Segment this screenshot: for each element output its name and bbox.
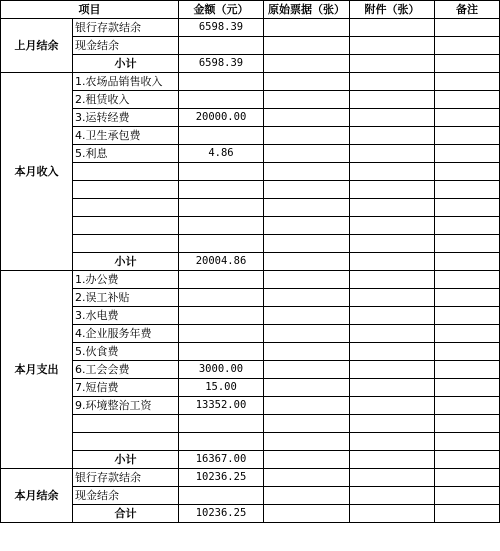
table-row <box>1 397 500 415</box>
item-cell: 9.环境整治工资 <box>73 397 179 415</box>
table-row <box>1 19 500 37</box>
attachments-cell <box>350 361 435 379</box>
subtotal-amount: 20004.86 <box>179 253 264 271</box>
header-remarks: 备注 <box>435 1 500 19</box>
attachments-cell <box>350 91 435 109</box>
item-cell <box>73 199 179 217</box>
receipts-cell <box>264 271 350 289</box>
table-row <box>1 91 500 109</box>
amount-cell <box>179 37 264 55</box>
attachments-cell <box>350 73 435 91</box>
receipts-cell <box>264 55 350 73</box>
receipts-cell <box>264 505 350 523</box>
attachments-cell <box>350 199 435 217</box>
table-row <box>1 199 500 217</box>
attachments-cell <box>350 505 435 523</box>
remarks-cell <box>435 37 500 55</box>
table-row <box>1 415 500 433</box>
amount-cell: 20000.00 <box>179 109 264 127</box>
table-row <box>1 487 500 505</box>
table-row <box>1 181 500 199</box>
attachments-cell <box>350 343 435 361</box>
table-row <box>1 235 500 253</box>
table-row <box>1 325 500 343</box>
header-attachments: 附件（张） <box>350 1 435 19</box>
remarks-cell <box>435 433 500 451</box>
receipts-cell <box>264 73 350 91</box>
header-original-receipts: 原始票据（张） <box>264 1 350 19</box>
table-row <box>1 163 500 181</box>
table-row <box>1 109 500 127</box>
item-cell: 1.农场品销售收入 <box>73 73 179 91</box>
attachments-cell <box>350 37 435 55</box>
subtotal-label: 小计 <box>73 451 179 469</box>
remarks-cell <box>435 55 500 73</box>
ledger-body <box>1 19 500 523</box>
attachments-cell <box>350 181 435 199</box>
item-cell <box>73 181 179 199</box>
amount-cell <box>179 343 264 361</box>
amount-cell: 6598.39 <box>179 19 264 37</box>
attachments-cell <box>350 469 435 487</box>
receipts-cell <box>264 343 350 361</box>
attachments-cell <box>350 397 435 415</box>
amount-cell <box>179 289 264 307</box>
receipts-cell <box>264 91 350 109</box>
attachments-cell <box>350 415 435 433</box>
remarks-cell <box>435 145 500 163</box>
subtotal-row <box>1 55 500 73</box>
attachments-cell <box>350 55 435 73</box>
remarks-cell <box>435 253 500 271</box>
remarks-cell <box>435 109 500 127</box>
section-label: 本月结余 <box>1 469 73 523</box>
receipts-cell <box>264 181 350 199</box>
receipts-cell <box>264 109 350 127</box>
item-cell: 3.运转经费 <box>73 109 179 127</box>
remarks-cell <box>435 289 500 307</box>
attachments-cell <box>350 325 435 343</box>
remarks-cell <box>435 91 500 109</box>
item-cell: 5.伙食费 <box>73 343 179 361</box>
remarks-cell <box>435 451 500 469</box>
receipts-cell <box>264 289 350 307</box>
attachments-cell <box>350 127 435 145</box>
amount-cell <box>179 181 264 199</box>
receipts-cell <box>264 163 350 181</box>
remarks-cell <box>435 127 500 145</box>
table-row <box>1 37 500 55</box>
amount-cell: 3000.00 <box>179 361 264 379</box>
attachments-cell <box>350 217 435 235</box>
amount-cell <box>179 271 264 289</box>
subtotal-amount: 16367.00 <box>179 451 264 469</box>
remarks-cell <box>435 235 500 253</box>
remarks-cell <box>435 217 500 235</box>
receipts-cell <box>264 361 350 379</box>
item-cell <box>73 163 179 181</box>
table-row <box>1 127 500 145</box>
amount-cell <box>179 199 264 217</box>
subtotal-label: 小计 <box>73 253 179 271</box>
receipts-cell <box>264 19 350 37</box>
item-cell: 2.误工补贴 <box>73 289 179 307</box>
section-label: 本月支出 <box>1 271 73 469</box>
item-cell: 银行存款结余 <box>73 469 179 487</box>
amount-cell: 15.00 <box>179 379 264 397</box>
item-cell: 现金结余 <box>73 487 179 505</box>
table-row <box>1 73 500 91</box>
receipts-cell <box>264 235 350 253</box>
table-row <box>1 343 500 361</box>
receipts-cell <box>264 415 350 433</box>
remarks-cell <box>435 469 500 487</box>
remarks-cell <box>435 271 500 289</box>
item-cell: 7.短信费 <box>73 379 179 397</box>
amount-cell <box>179 307 264 325</box>
attachments-cell <box>350 235 435 253</box>
remarks-cell <box>435 397 500 415</box>
receipts-cell <box>264 451 350 469</box>
remarks-cell <box>435 307 500 325</box>
header-row <box>1 1 500 19</box>
remarks-cell <box>435 181 500 199</box>
remarks-cell <box>435 19 500 37</box>
remarks-cell <box>435 415 500 433</box>
attachments-cell <box>350 109 435 127</box>
section-label: 上月结余 <box>1 19 73 73</box>
receipts-cell <box>264 37 350 55</box>
receipts-cell <box>264 325 350 343</box>
remarks-cell <box>435 487 500 505</box>
amount-cell: 4.86 <box>179 145 264 163</box>
attachments-cell <box>350 253 435 271</box>
table-row <box>1 469 500 487</box>
item-cell: 4.卫生承包费 <box>73 127 179 145</box>
subtotal-row <box>1 451 500 469</box>
receipts-cell <box>264 379 350 397</box>
subtotal-amount: 6598.39 <box>179 55 264 73</box>
item-cell <box>73 415 179 433</box>
attachments-cell <box>350 307 435 325</box>
receipts-cell <box>264 199 350 217</box>
amount-cell <box>179 73 264 91</box>
remarks-cell <box>435 163 500 181</box>
remarks-cell <box>435 343 500 361</box>
amount-cell <box>179 415 264 433</box>
amount-cell <box>179 163 264 181</box>
attachments-cell <box>350 451 435 469</box>
amount-cell <box>179 217 264 235</box>
amount-cell: 13352.00 <box>179 397 264 415</box>
remarks-cell <box>435 199 500 217</box>
table-row <box>1 379 500 397</box>
table-row <box>1 271 500 289</box>
subtotal-row <box>1 253 500 271</box>
attachments-cell <box>350 433 435 451</box>
attachments-cell <box>350 379 435 397</box>
amount-cell <box>179 235 264 253</box>
receipts-cell <box>264 307 350 325</box>
header-item: 项目 <box>1 1 179 19</box>
item-cell <box>73 235 179 253</box>
subtotal-label: 小计 <box>73 55 179 73</box>
receipts-cell <box>264 433 350 451</box>
receipts-cell <box>264 487 350 505</box>
attachments-cell <box>350 289 435 307</box>
amount-cell <box>179 487 264 505</box>
amount-cell <box>179 127 264 145</box>
item-cell: 5.利息 <box>73 145 179 163</box>
item-cell: 6.工会会费 <box>73 361 179 379</box>
item-cell: 银行存款结余 <box>73 19 179 37</box>
item-cell: 1.办公费 <box>73 271 179 289</box>
remarks-cell <box>435 361 500 379</box>
subtotal-amount: 10236.25 <box>179 505 264 523</box>
amount-cell <box>179 91 264 109</box>
receipts-cell <box>264 253 350 271</box>
table-row <box>1 145 500 163</box>
header-amount: 金额（元） <box>179 1 264 19</box>
item-cell: 4.企业服务年费 <box>73 325 179 343</box>
receipts-cell <box>264 397 350 415</box>
item-cell: 现金结余 <box>73 37 179 55</box>
attachments-cell <box>350 271 435 289</box>
subtotal-label: 合计 <box>73 505 179 523</box>
item-cell: 3.水电费 <box>73 307 179 325</box>
table-row <box>1 289 500 307</box>
table-row <box>1 217 500 235</box>
section-label: 本月收入 <box>1 73 73 271</box>
attachments-cell <box>350 19 435 37</box>
item-cell <box>73 433 179 451</box>
receipts-cell <box>264 145 350 163</box>
table-row <box>1 433 500 451</box>
table-row <box>1 307 500 325</box>
receipts-cell <box>264 217 350 235</box>
item-cell: 2.租赁收入 <box>73 91 179 109</box>
attachments-cell <box>350 487 435 505</box>
attachments-cell <box>350 145 435 163</box>
receipts-cell <box>264 469 350 487</box>
receipts-cell <box>264 127 350 145</box>
remarks-cell <box>435 379 500 397</box>
item-cell <box>73 217 179 235</box>
amount-cell <box>179 325 264 343</box>
subtotal-row <box>1 505 500 523</box>
remarks-cell <box>435 325 500 343</box>
amount-cell: 10236.25 <box>179 469 264 487</box>
remarks-cell <box>435 73 500 91</box>
amount-cell <box>179 433 264 451</box>
attachments-cell <box>350 163 435 181</box>
table-row <box>1 361 500 379</box>
remarks-cell <box>435 505 500 523</box>
